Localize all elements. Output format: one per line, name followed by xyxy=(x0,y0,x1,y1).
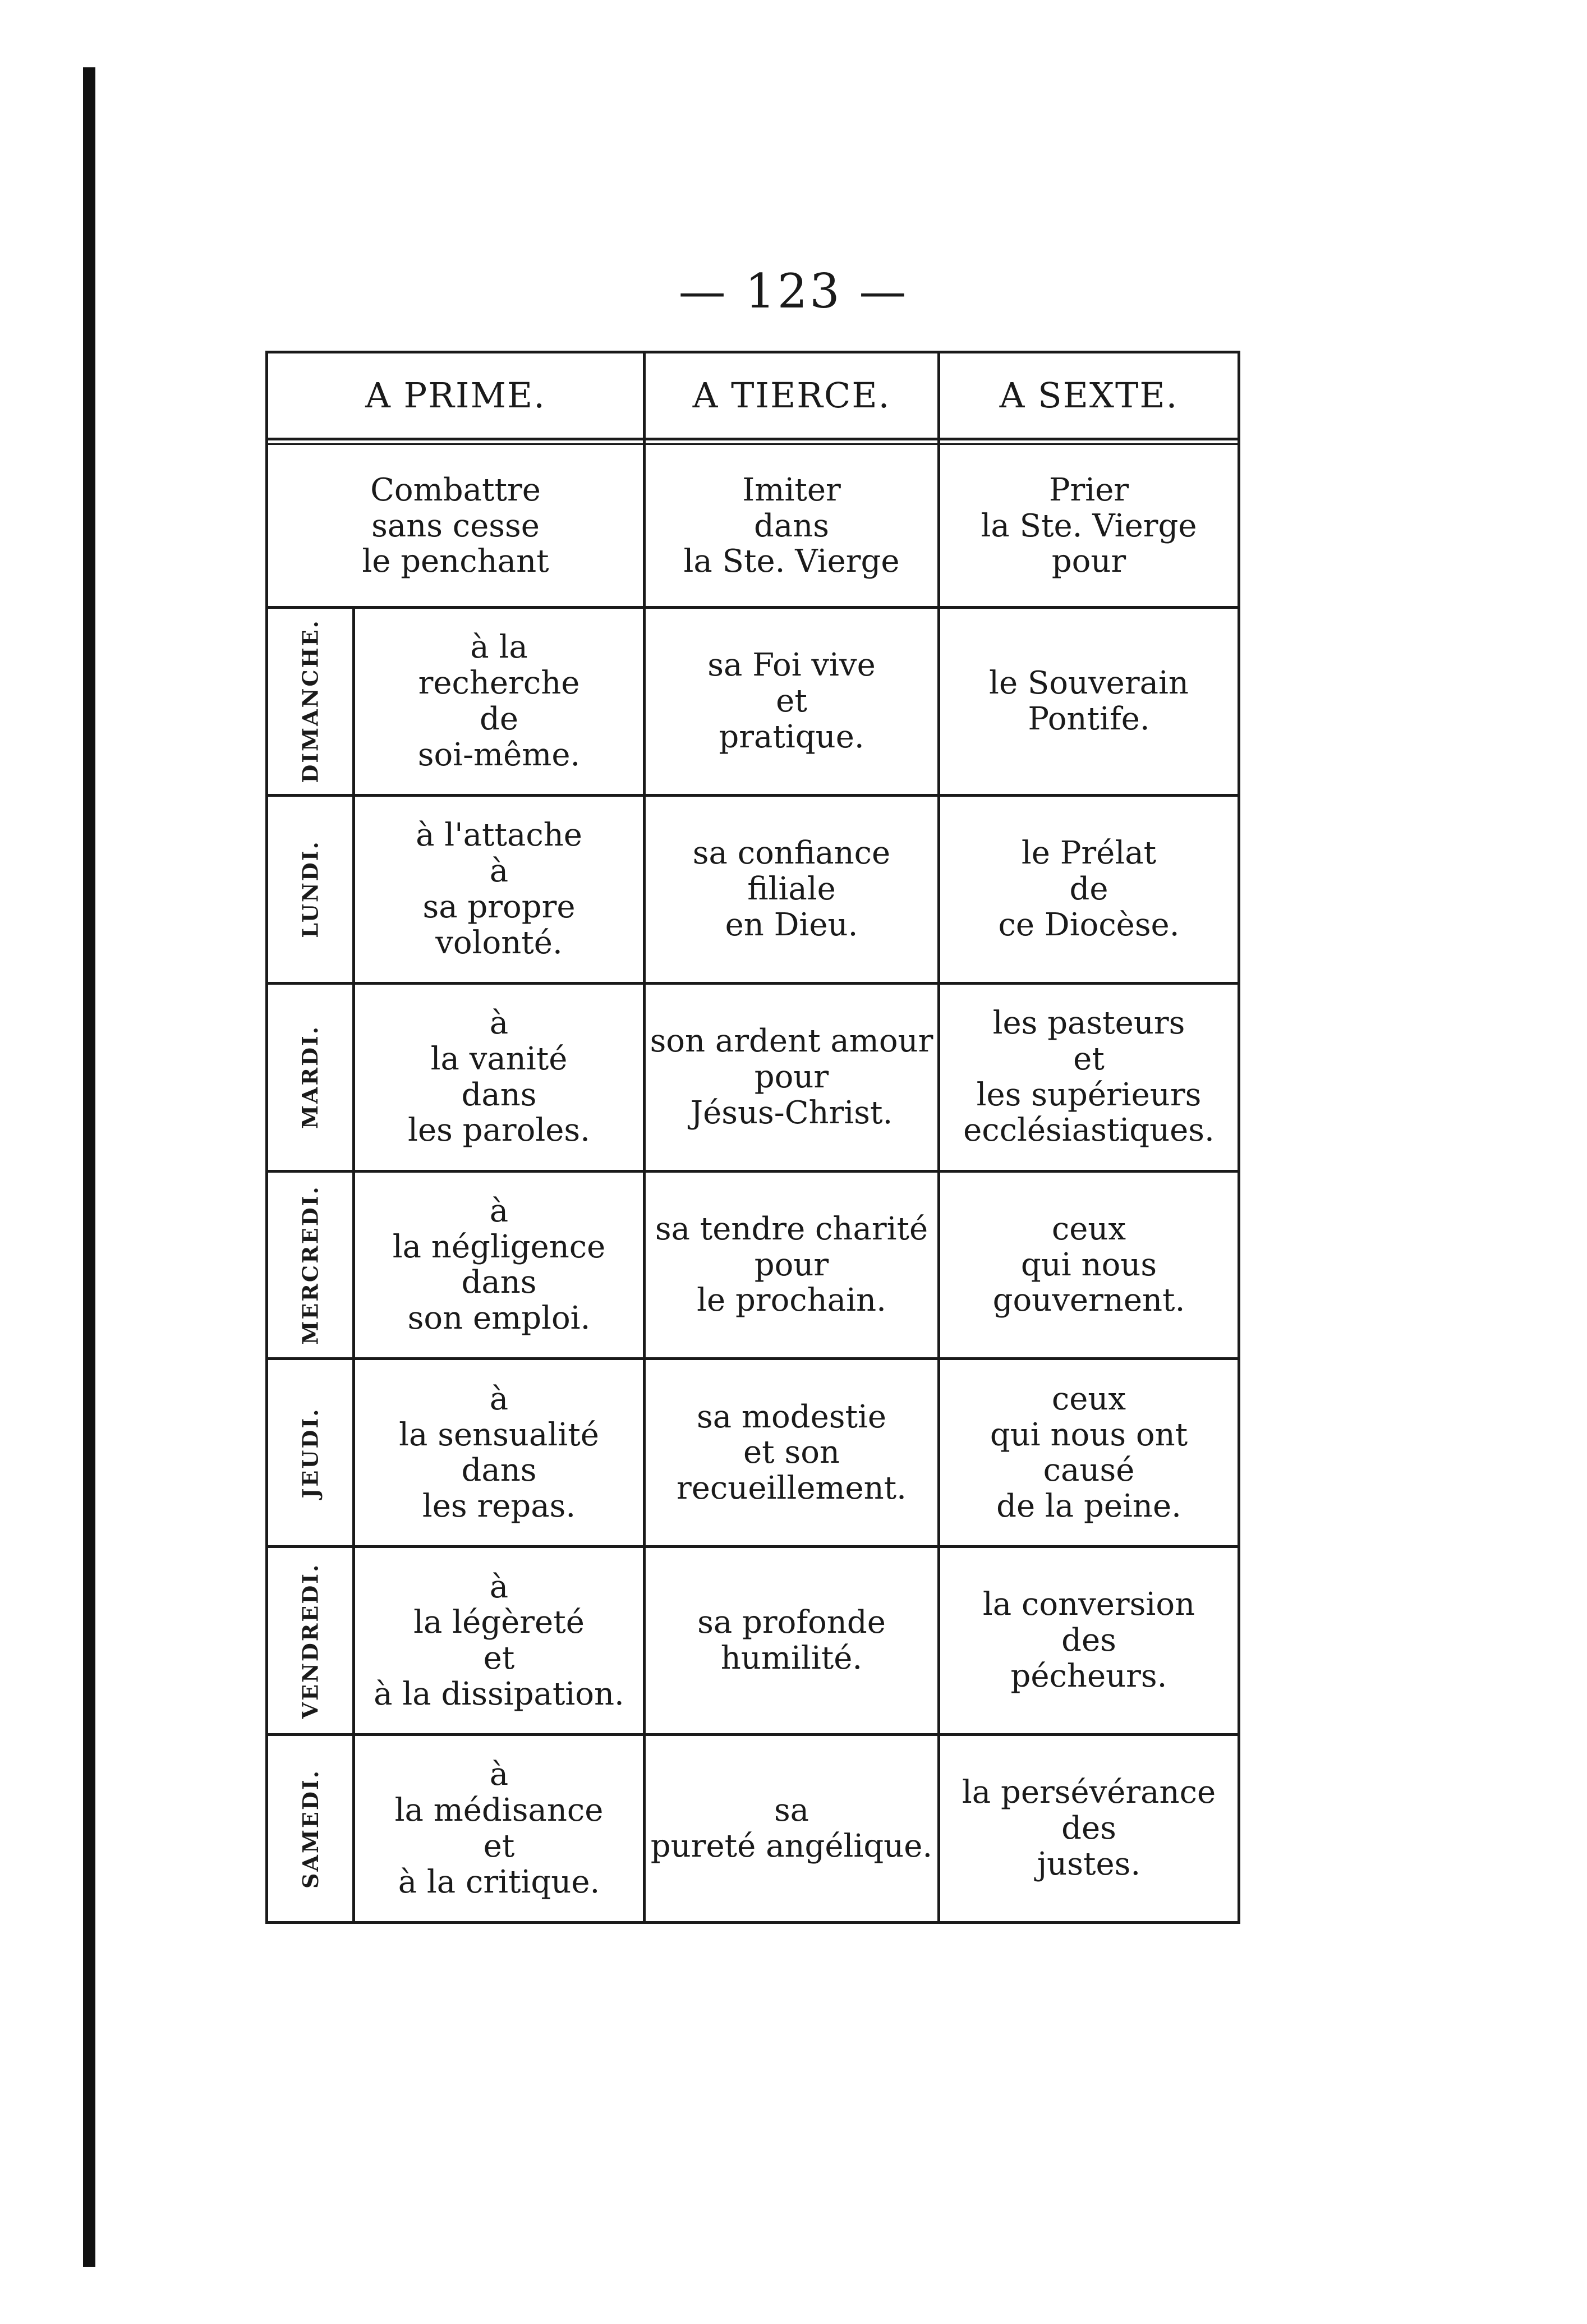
cell-prime xyxy=(355,1360,643,1545)
cell-prime xyxy=(355,1173,643,1358)
intro-line: la Ste. Vierge xyxy=(683,543,900,580)
cell-sexte xyxy=(940,1548,1238,1733)
intro-line: Combattre xyxy=(370,471,541,508)
day-name: DIMANCHE. xyxy=(297,619,323,784)
cell-line: les supérieurs xyxy=(976,1076,1202,1113)
cell-line: le Souverain xyxy=(989,665,1189,702)
cell-line: qui nous xyxy=(1020,1246,1157,1283)
cell-line: pour xyxy=(754,1058,829,1095)
cell-line: et xyxy=(776,683,807,719)
schedule-table xyxy=(265,351,1240,1924)
header-prime: A PRIME. xyxy=(365,374,546,416)
day-label xyxy=(268,985,352,1170)
cell-tierce xyxy=(646,985,937,1170)
intro-line: le penchant xyxy=(362,543,549,580)
page-binding-edge xyxy=(83,67,95,2267)
day-label xyxy=(268,1360,352,1545)
cell-line: ecclésiastiques. xyxy=(963,1112,1215,1149)
cell-line: recherche xyxy=(418,665,580,702)
cell-line: à la xyxy=(470,629,528,666)
cell-line: à la dissipation. xyxy=(374,1676,624,1713)
cell-line: et xyxy=(483,1828,515,1865)
cell-line: les paroles. xyxy=(408,1112,590,1149)
cell-line: à xyxy=(489,1192,509,1229)
cell-tierce xyxy=(646,1360,937,1545)
header-sexte: A SEXTE. xyxy=(999,374,1179,416)
cell-line: le prochain. xyxy=(697,1282,886,1319)
cell-line: la négligence xyxy=(392,1228,606,1265)
intro-line: pour xyxy=(1051,543,1126,580)
page-number: — 123 — xyxy=(678,264,909,319)
cell-line: dans xyxy=(461,1264,537,1301)
cell-line: à xyxy=(489,1568,509,1605)
cell-line: dans xyxy=(461,1076,537,1113)
cell-line: à xyxy=(489,1756,509,1793)
cell-tierce xyxy=(646,609,937,794)
rule-header-double xyxy=(268,443,1238,445)
cell-line: à xyxy=(489,1004,509,1041)
cell-prime xyxy=(355,1548,643,1733)
cell-line: pécheurs. xyxy=(1010,1658,1167,1695)
cell-line: des xyxy=(1061,1622,1116,1659)
cell-sexte xyxy=(940,1173,1238,1358)
day-label xyxy=(268,1736,352,1921)
cell-line: à l'attache xyxy=(416,817,582,854)
cell-sexte xyxy=(940,609,1238,794)
cell-line: soi-même. xyxy=(417,736,581,773)
cell-line: sa modestie xyxy=(696,1398,887,1435)
intro-line: la Ste. Vierge xyxy=(981,507,1197,544)
cell-line: justes. xyxy=(1037,1845,1141,1882)
cell-sexte xyxy=(940,797,1238,982)
cell-line: à la critique. xyxy=(398,1863,600,1900)
rule-header xyxy=(268,438,1238,440)
cell-line: dans xyxy=(461,1452,537,1489)
cell-line: causé xyxy=(1043,1452,1135,1489)
cell-line: Pontife. xyxy=(1028,700,1150,737)
cell-sexte xyxy=(940,985,1238,1170)
day-label xyxy=(268,1173,352,1358)
cell-line: qui nous ont xyxy=(990,1416,1188,1453)
cell-line: les repas. xyxy=(422,1488,576,1525)
intro-prime xyxy=(268,446,643,606)
intro-line: Prier xyxy=(1048,471,1129,508)
cell-line: pratique. xyxy=(719,718,864,755)
cell-tierce xyxy=(646,1736,937,1921)
cell-prime xyxy=(355,1736,643,1921)
cell-line: de la peine. xyxy=(996,1488,1181,1525)
cell-line: ce Diocèse. xyxy=(998,906,1180,943)
cell-line: sa xyxy=(774,1792,809,1829)
cell-line: sa Foi vive xyxy=(707,647,876,684)
cell-line: à xyxy=(489,852,509,889)
cell-line: humilité. xyxy=(720,1640,863,1677)
day-label xyxy=(268,1548,352,1733)
header-tierce: A TIERCE. xyxy=(692,374,891,416)
cell-line: de xyxy=(1069,870,1108,907)
cell-line: la sensualité xyxy=(399,1416,599,1453)
day-name: VENDREDI. xyxy=(297,1563,323,1719)
cell-line: sa confiance xyxy=(692,835,891,872)
cell-line: ceux xyxy=(1051,1210,1126,1247)
day-name: LUNDI. xyxy=(297,840,323,939)
cell-line: volonté. xyxy=(435,924,563,961)
day-name: SAMEDI. xyxy=(297,1769,323,1889)
cell-line: le Prélat xyxy=(1021,835,1157,872)
cell-line: la vanité xyxy=(430,1040,568,1077)
cell-tierce xyxy=(646,797,937,982)
cell-line: en Dieu. xyxy=(725,906,858,943)
day-name: MERCREDI. xyxy=(297,1185,323,1345)
intro-tierce xyxy=(646,446,937,606)
cell-tierce xyxy=(646,1173,937,1358)
intro-sexte xyxy=(940,446,1238,606)
cell-line: de xyxy=(480,700,518,737)
cell-sexte xyxy=(940,1360,1238,1545)
intro-line: sans cesse xyxy=(371,507,540,544)
cell-prime xyxy=(355,985,643,1170)
cell-line: son ardent amour xyxy=(650,1022,933,1059)
cell-line: Jésus-Christ. xyxy=(690,1094,893,1131)
cell-line: des xyxy=(1061,1810,1116,1847)
day-label xyxy=(268,797,352,982)
day-name: MARDI. xyxy=(297,1025,323,1129)
cell-line: et xyxy=(1073,1040,1105,1077)
day-name: JEUDI. xyxy=(297,1407,323,1499)
cell-line: sa profonde xyxy=(697,1604,886,1641)
cell-line: et son xyxy=(743,1434,840,1471)
cell-tierce xyxy=(646,1548,937,1733)
intro-line: Imiter xyxy=(742,471,841,508)
cell-line: sa propre xyxy=(422,888,576,925)
cell-line: sa tendre charité xyxy=(655,1210,928,1247)
cell-line: gouvernent. xyxy=(992,1282,1185,1319)
cell-line: ceux xyxy=(1051,1380,1126,1417)
cell-line: la conversion xyxy=(982,1586,1195,1623)
cell-line: à xyxy=(489,1380,509,1417)
cell-line: la médisance xyxy=(394,1792,604,1829)
cell-line: la persévérance xyxy=(962,1774,1216,1811)
cell-line: pour xyxy=(754,1246,829,1283)
cell-line: la légèreté xyxy=(413,1604,585,1641)
cell-line: filiale xyxy=(747,870,836,907)
cell-line: son emploi. xyxy=(407,1300,591,1337)
cell-line: recueillement. xyxy=(677,1470,907,1507)
cell-prime xyxy=(355,609,643,794)
cell-line: les pasteurs xyxy=(992,1004,1185,1041)
cell-prime xyxy=(355,797,643,982)
day-label xyxy=(268,609,352,794)
cell-line: et xyxy=(483,1640,515,1677)
cell-line: pureté angélique. xyxy=(650,1828,933,1865)
intro-line: dans xyxy=(753,507,830,544)
cell-sexte xyxy=(940,1736,1238,1921)
